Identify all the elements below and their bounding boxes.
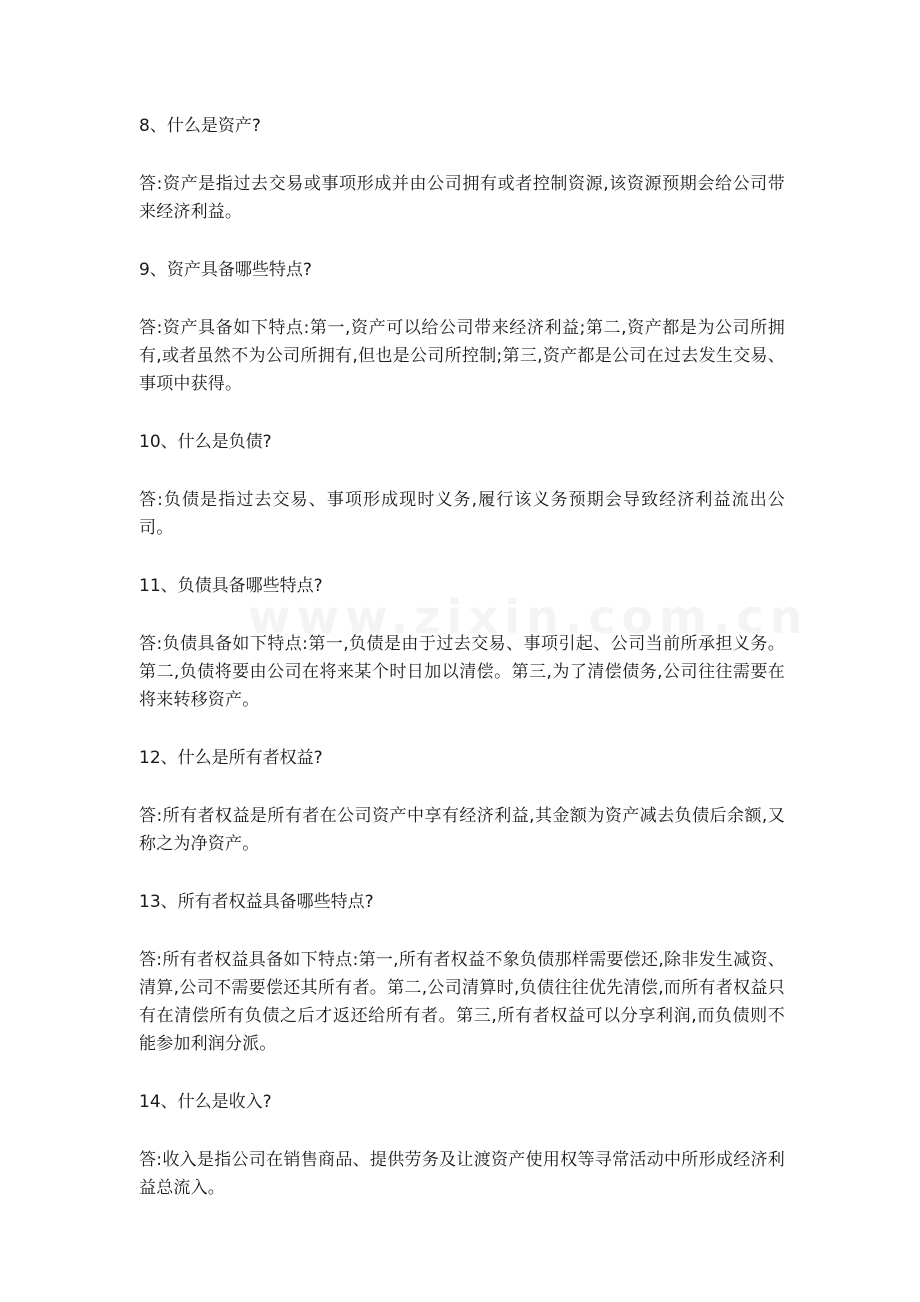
answer-13: 答:所有者权益具备如下特点:第一,所有者权益不象负债那样需要偿还,除非发生减资、清算,公司不需要偿还其所有者。第二,公司清算时,负债往往优先清偿,而所有者权益只有在清偿所有负债之后才返还给所有者。第三,所有者权益可以分享利润,而负债则不能参加利润分派。	[139, 950, 785, 1054]
question-11: 11、负债具备哪些特点?	[139, 576, 323, 596]
question-8: 8、什么是资产?	[139, 116, 261, 136]
answer-9: 答:资产具备如下特点:第一,资产可以给公司带来经济利益;第二,资产都是为公司所拥有,或者虽然不为公司所拥有,但也是公司所控制;第三,资产都是公司在过去发生交易、事项中获得。	[139, 318, 785, 394]
question-14: 14、什么是收入?	[139, 1092, 272, 1112]
qa-item-14	[139, 1088, 785, 1202]
question-13: 13、所有者权益具备哪些特点?	[139, 892, 374, 912]
qa-item-8	[139, 112, 785, 226]
answer-11: 答:负债具备如下特点:第一,负债是由于过去交易、事项引起、公司当前所承担义务。第二,负债将要由公司在将来某个时日加以清偿。第三,为了清偿债务,公司往往需要在将来转移资产。	[139, 634, 785, 710]
answer-12: 答:所有者权益是所有者在公司资产中享有经济利益,其金额为资产减去负债后余额,又称之为净资产。	[139, 806, 785, 854]
qa-item-10	[139, 428, 785, 542]
answer-8: 答:资产是指过去交易或事项形成并由公司拥有或者控制资源,该资源预期会给公司带来经济利益。	[139, 174, 785, 222]
qa-item-11	[139, 572, 785, 714]
question-9: 9、资产具备哪些特点?	[139, 260, 312, 280]
qa-item-12	[139, 744, 785, 858]
answer-14: 答:收入是指公司在销售商品、提供劳务及让渡资产使用权等寻常活动中所形成经济利益总流入。	[139, 1150, 785, 1198]
qa-item-9	[139, 256, 785, 398]
question-10: 10、什么是负债?	[139, 432, 272, 452]
answer-10: 答:负债是指过去交易、事项形成现时义务,履行该义务预期会导致经济利益流出公司。	[139, 490, 785, 538]
question-12: 12、什么是所有者权益?	[139, 748, 323, 768]
qa-item-13	[139, 888, 785, 1058]
qa-content	[139, 112, 785, 1232]
